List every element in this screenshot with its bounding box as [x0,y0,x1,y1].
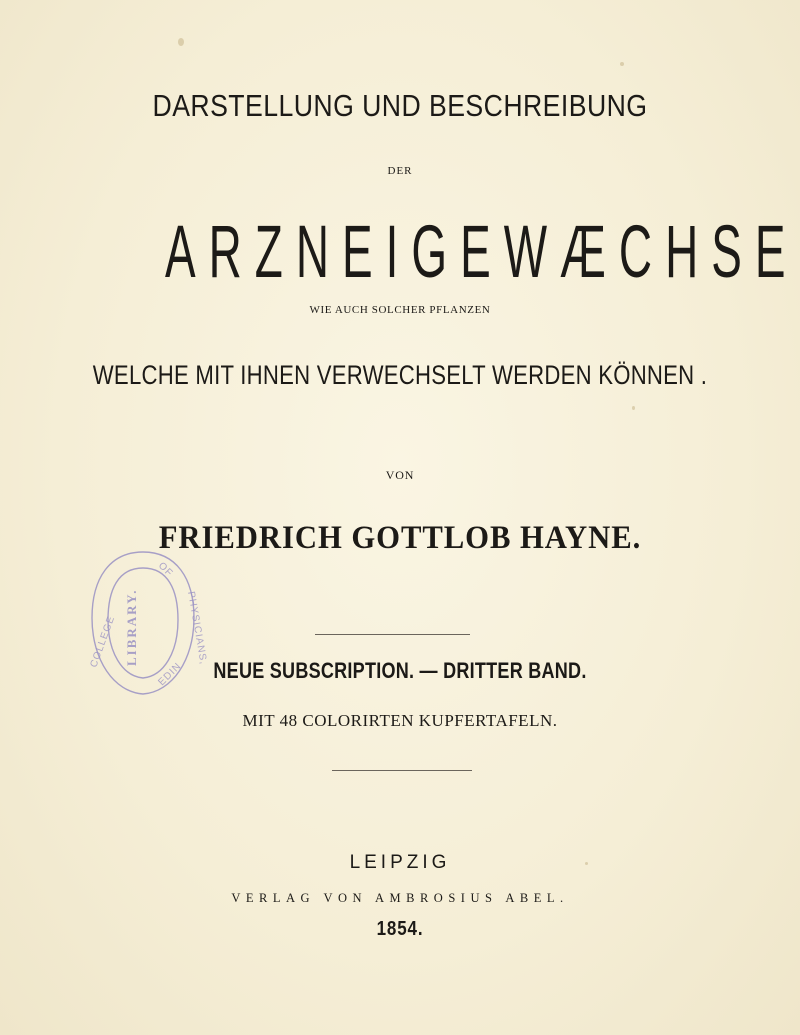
plates-line: MIT 48 COLORIRTEN KUPFERTAFELN. [242,711,558,730]
paper-speck [178,38,184,46]
paper-speck [632,406,635,410]
year: 1854. [376,918,424,940]
divider-rule [332,770,472,771]
svg-text:PHYSICIANS,: PHYSICIANS, [185,590,209,666]
svg-text:COLLEGE: COLLEGE [88,614,118,670]
divider-rule [315,634,470,635]
svg-text:OF: OF [155,560,175,580]
svg-text:LIBRARY.: LIBRARY. [124,588,139,666]
by-label: VON [385,468,415,482]
main-title: ARZNEIGEWÆCHSE [165,210,799,293]
svg-text:EDIN: EDIN [156,660,184,689]
publisher: VERLAG VON AMBROSIUS ABEL. [231,891,569,905]
edition-line: NEUE SUBSCRIPTION. — DRITTER BAND. [213,658,587,683]
city: LEIPZIG [349,852,451,873]
subtitle-small: WIE AUCH SOLCHER PFLANZEN [309,304,491,316]
paper-speck [620,62,624,66]
library-stamp-icon [88,548,209,698]
title-line-1: DARSTELLUNG UND BESCHREIBUNG [152,88,648,123]
article-der: DER [387,165,413,177]
author-name: FRIEDRICH GOTTLOB HAYNE. [158,520,642,556]
subtitle-line: WELCHE MIT IHNEN VERWECHSELT WERDEN KÖNNEN . [92,360,708,390]
